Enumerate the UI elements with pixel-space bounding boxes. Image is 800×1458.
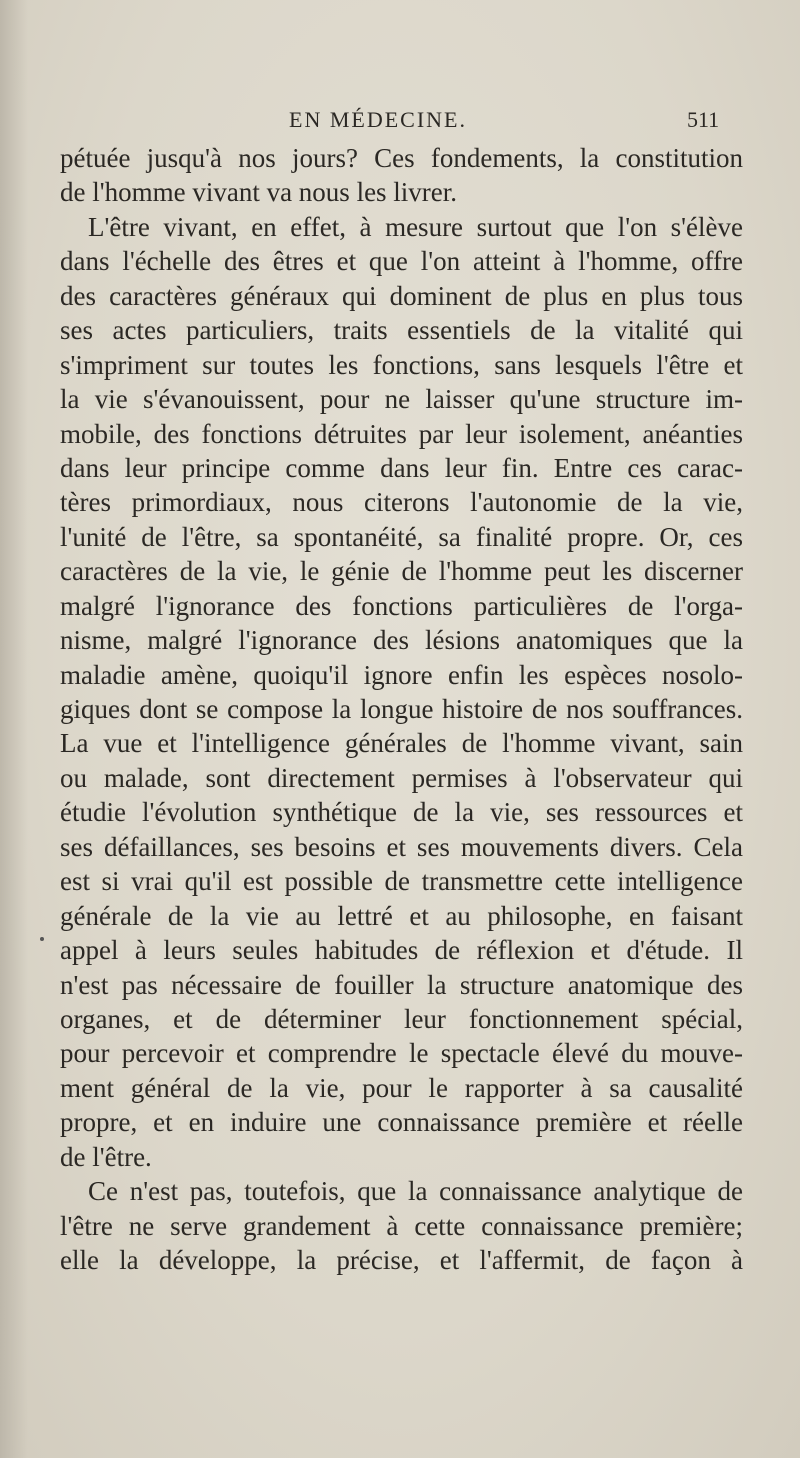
- page-number: 511: [687, 107, 720, 132]
- text-line: caractères de la vie, le génie de l'homme peut les discerner: [60, 556, 743, 587]
- text-line: ment général de la vie, pour le rapporter à sa causalité: [60, 1072, 743, 1103]
- text-line: ses défaillances, ses besoins et ses mouvements divers. Cela: [60, 831, 743, 862]
- text-line: L'être vivant, en effet, à mesure surtout que l'on s'élève: [88, 211, 743, 242]
- text-line: l'unité de l'être, sa spontanéité, sa finalité propre. Or, ces: [60, 521, 743, 552]
- text-line: tères primordiaux, nous citerons l'autonomie de la vie,: [60, 487, 743, 518]
- text-line: la vie s'évanouissent, pour ne laisser qu'une structure im-: [60, 384, 743, 415]
- text-line: appel à leurs seules habitudes de réflexion et d'étude. Il: [60, 935, 743, 966]
- text-line: ses actes particuliers, traits essentiels de la vitalité qui: [60, 315, 743, 346]
- text-line: générale de la vie au lettré et au philosophe, en faisant: [60, 900, 743, 931]
- text-line: n'est pas nécessaire de fouiller la structure anatomique des: [60, 969, 743, 1000]
- text-line: de l'être.: [60, 1141, 152, 1172]
- text-line: elle la développe, la précise, et l'affermit, de façon à: [60, 1245, 743, 1275]
- text-line: ou malade, sont directement permises à l'observateur qui: [60, 762, 743, 793]
- text-line: s'impriment sur toutes les fonctions, sans lesquels l'être et: [60, 349, 743, 380]
- text-line: l'être ne serve grandement à cette connaissance première;: [60, 1210, 743, 1241]
- running-head: [0, 103, 800, 137]
- text-line: de l'homme vivant va nous les livrer.: [60, 177, 458, 208]
- text-line: des caractères généraux qui dominent de plus en plus tous: [60, 280, 743, 311]
- text-line: malgré l'ignorance des fonctions particulières de l'orga-: [60, 590, 743, 621]
- text-line: nisme, malgré l'ignorance des lésions anatomiques que la: [60, 625, 743, 656]
- running-title: EN MÉDECINE.: [289, 107, 467, 132]
- binding-shadow: [0, 0, 28, 1458]
- text-line: La vue et l'intelligence générales de l'homme vivant, sain: [60, 728, 743, 759]
- text-line: dans l'échelle des êtres et que l'on atteint à l'homme, offre: [60, 246, 743, 277]
- text-line: Ce n'est pas, toutefois, que la connaissance analytique de: [88, 1176, 743, 1207]
- text-line: pétuée jusqu'à nos jours? Ces fondements, la constitution: [60, 143, 743, 173]
- text-line: dans leur principe comme dans leur fin. Entre ces carac-: [60, 452, 743, 483]
- text-line: est si vrai qu'il est possible de transmettre cette intelligence: [60, 866, 743, 897]
- text-line: propre, et en induire une connaissance première et réelle: [60, 1107, 743, 1138]
- text-line: giques dont se compose la longue histoire de nos souffrances.: [60, 694, 743, 724]
- text-line: maladie amène, quoiqu'il ignore enfin les espèces nosolo-: [60, 659, 743, 690]
- text-line: pour percevoir et comprendre le spectacle élevé du mouve-: [60, 1038, 743, 1069]
- body-text: [60, 141, 743, 1277]
- text-line: étudie l'évolution synthétique de la vie, ses ressources et: [60, 797, 743, 828]
- text-line: organes, et de déterminer leur fonctionnement spécial,: [60, 1003, 743, 1034]
- margin-mark: [40, 937, 44, 941]
- text-line: mobile, des fonctions détruites par leur isolement, anéanties: [60, 418, 743, 449]
